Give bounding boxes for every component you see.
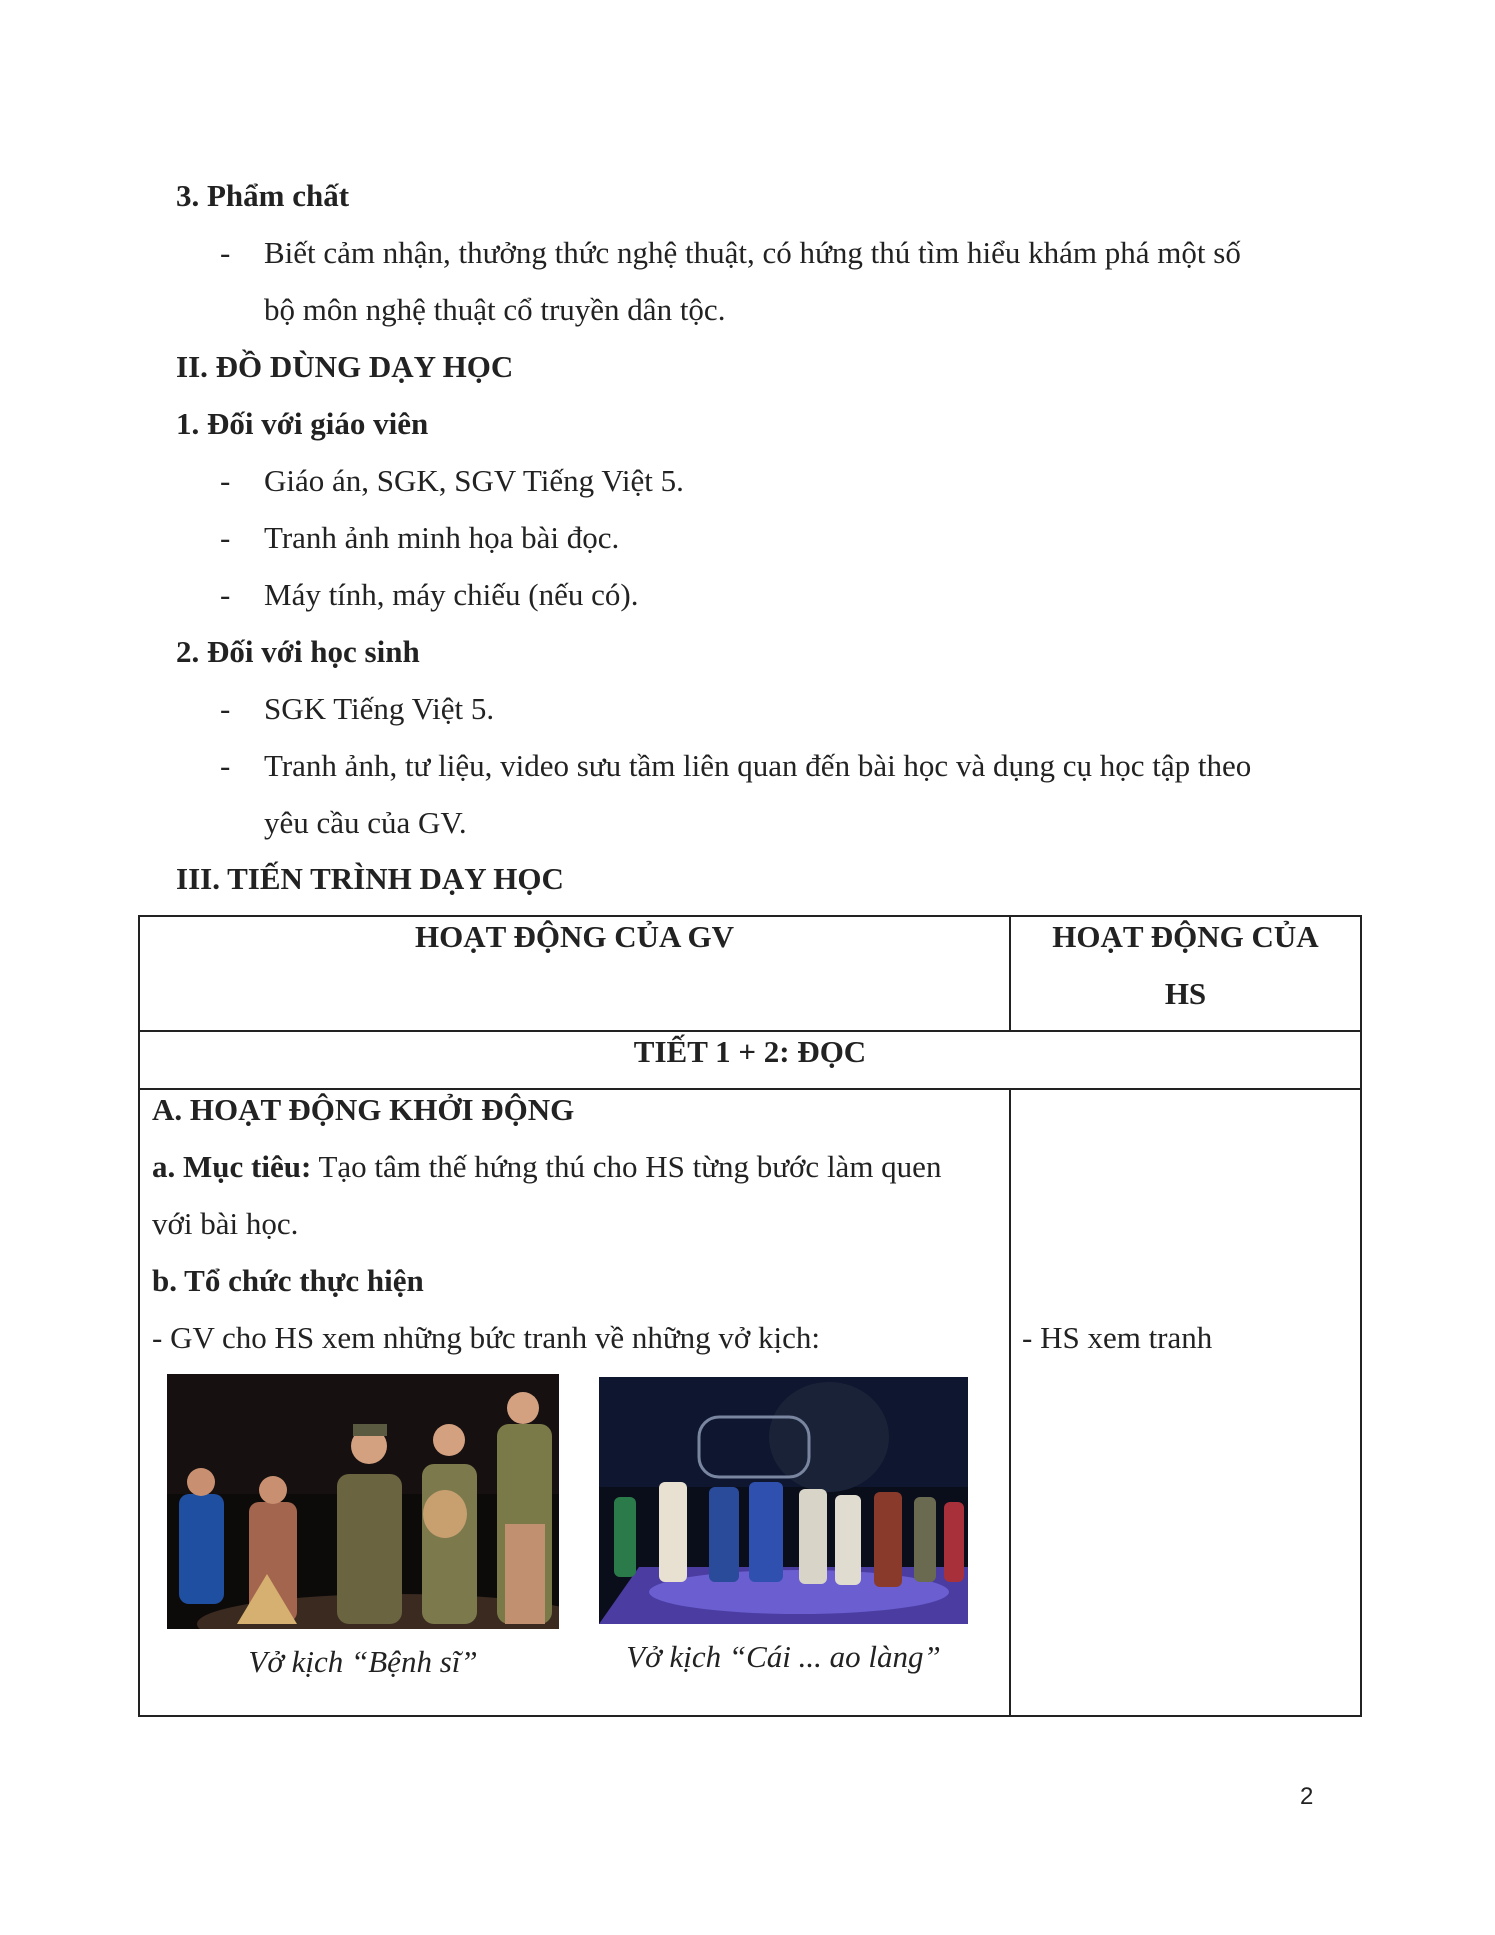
- bullet-dash: -: [220, 520, 231, 555]
- objective-text-line2: với bài học.: [152, 1206, 299, 1241]
- teacher-action: - GV cho HS xem những bức tranh về những vở kịch:: [152, 1320, 821, 1355]
- lesson-table: [138, 915, 1362, 1717]
- teacher-item: Máy tính, máy chiếu (nếu có).: [264, 577, 639, 612]
- bullet-dash: -: [220, 463, 231, 498]
- bullet-dash: -: [220, 235, 231, 270]
- section-3-bullet-line1: Biết cảm nhận, thưởng thức nghệ thuật, có hứng thú tìm hiểu khám phá một số: [264, 235, 1241, 270]
- caption-photo-2: Vở kịch “Cái ... ao làng”: [626, 1639, 941, 1674]
- table-border: [138, 1715, 1362, 1717]
- student-heading: 2. Đối với học sinh: [176, 634, 420, 669]
- caption-photo-1: Vở kịch “Bệnh sĩ”: [248, 1644, 478, 1679]
- bullet-dash: -: [220, 691, 231, 726]
- section-II-heading: II. ĐỒ DÙNG DẠY HỌC: [176, 349, 514, 384]
- col2-header-line2: HS: [1164, 976, 1207, 1011]
- section-3-bullet-line2: bộ môn nghệ thuật cổ truyền dân tộc.: [264, 292, 726, 327]
- student-item-line2: yêu cầu của GV.: [264, 805, 467, 840]
- section-III-heading: III. TIẾN TRÌNH DẠY HỌC: [176, 861, 564, 896]
- stage-scene-image: [167, 1374, 559, 1629]
- teacher-heading: 1. Đối với giáo viên: [176, 406, 429, 441]
- activity-heading: A. HOẠT ĐỘNG KHỞI ĐỘNG: [152, 1092, 575, 1127]
- page-number: 2: [1300, 1783, 1314, 1810]
- play-photo-benh-si: [167, 1374, 559, 1629]
- col2-header-line1: HOẠT ĐỘNG CỦA: [1052, 919, 1319, 954]
- student-item: SGK Tiếng Việt 5.: [264, 691, 495, 726]
- teacher-item: Giáo án, SGK, SGV Tiếng Việt 5.: [264, 463, 684, 498]
- col1-header: HOẠT ĐỘNG CỦA GV: [415, 919, 734, 954]
- section-3-heading: 3. Phẩm chất: [176, 178, 350, 213]
- table-border: [1360, 915, 1362, 1717]
- student-action: - HS xem tranh: [1022, 1320, 1213, 1355]
- objective-label: a. Mục tiêu:: [152, 1149, 312, 1184]
- teacher-item: Tranh ảnh minh họa bài đọc.: [264, 520, 620, 555]
- table-border: [1009, 1088, 1011, 1717]
- student-item-line1: Tranh ảnh, tư liệu, video sưu tầm liên quan đến bài học và dụng cụ học tập theo: [264, 748, 1252, 783]
- organization-heading: b. Tổ chức thực hiện: [152, 1263, 424, 1298]
- bullet-dash: -: [220, 748, 231, 783]
- objective-text: Tạo tâm thế hứng thú cho HS từng bước làm quen: [311, 1149, 942, 1184]
- stage-scene-image: [599, 1377, 968, 1624]
- bullet-dash: -: [220, 577, 231, 612]
- period-row: TIẾT 1 + 2: ĐỌC: [633, 1034, 867, 1069]
- objective-line: [152, 1147, 941, 1187]
- play-photo-ao-lang: [599, 1377, 968, 1624]
